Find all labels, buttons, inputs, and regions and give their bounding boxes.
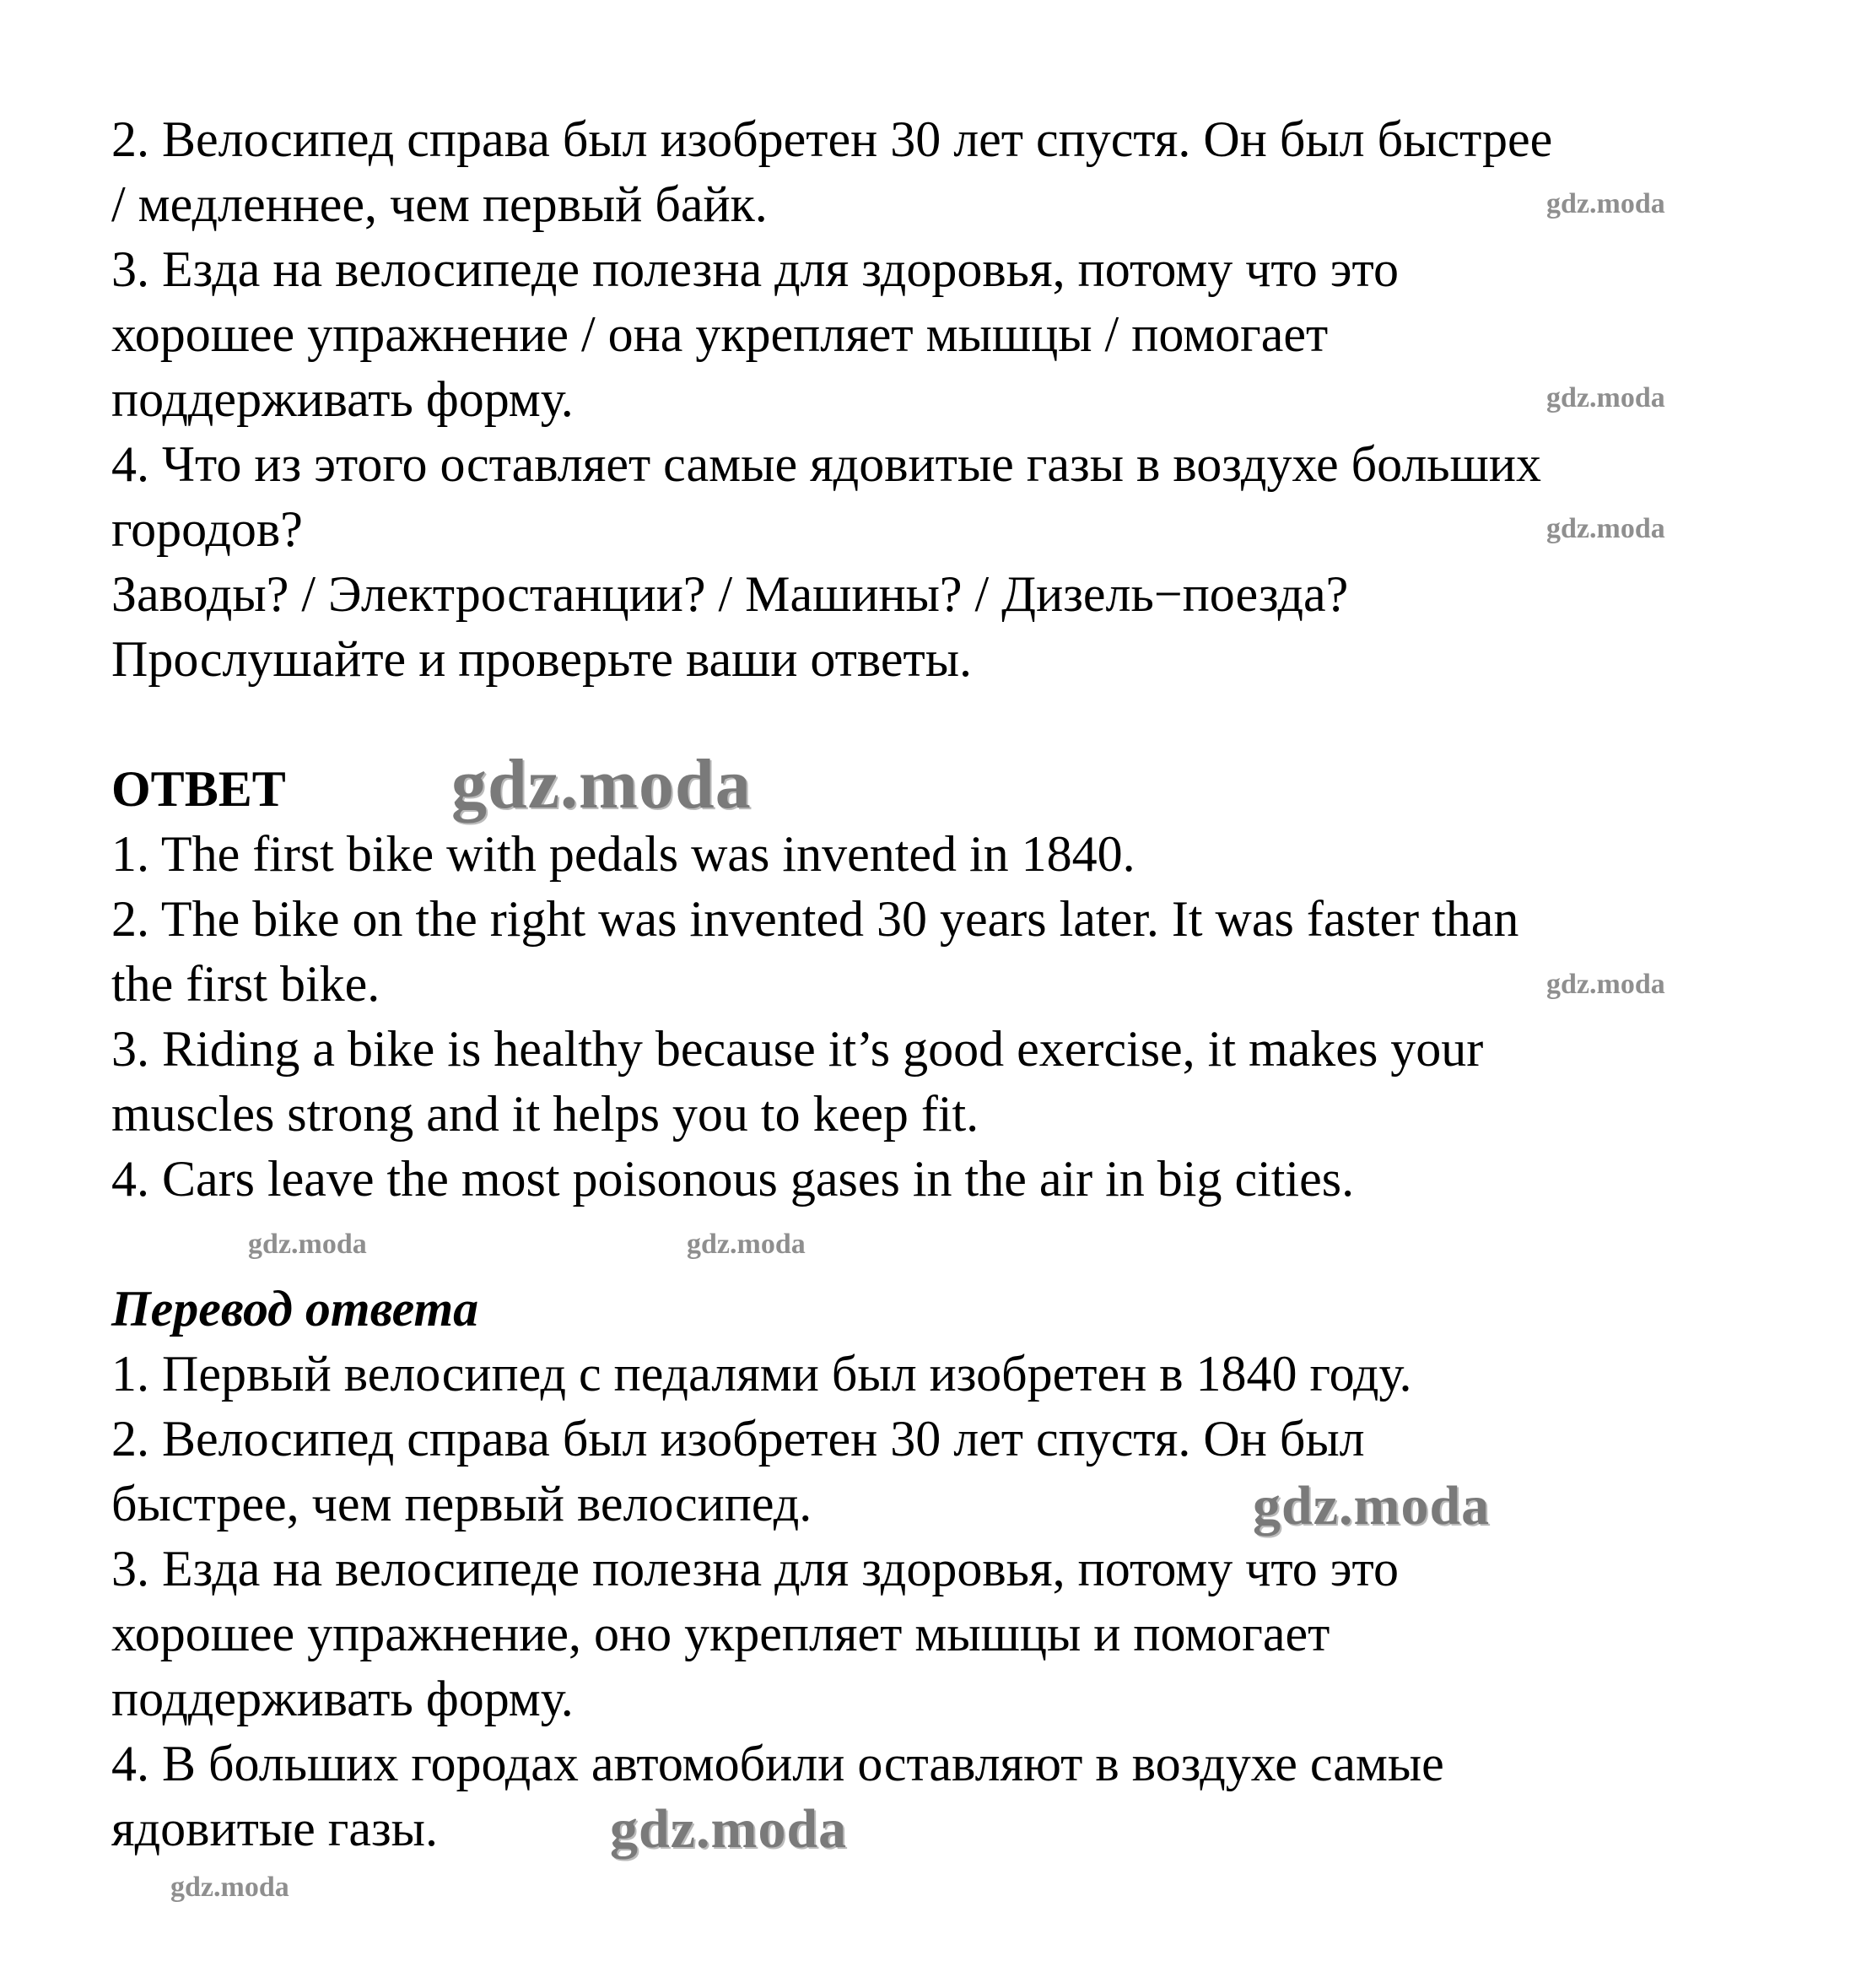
translation-line: 1. Первый велосипед с педалями был изобретен в 1840 году. <box>111 1346 1412 1402</box>
translation-line: поддерживать форму. <box>111 1671 574 1726</box>
watermark: gdz.moda <box>1546 513 1665 544</box>
answer-line: 2. The bike on the right was invented 30 years later. It was faster than <box>111 891 1519 947</box>
watermark: gdz.moda <box>1546 382 1665 413</box>
watermark-large: gdz.moda <box>451 745 752 824</box>
answer-line: 4. Cars leave the most poisonous gases in the air in big cities. <box>111 1151 1355 1207</box>
translation-heading: Перевод ответа <box>111 1281 479 1337</box>
question-line: 2. Велосипед справа был изобретен 30 лет спустя. Он был быстрее <box>111 111 1553 167</box>
watermark: gdz.moda <box>687 1229 806 1260</box>
watermark: gdz.moda <box>248 1229 367 1260</box>
answer-heading: ОТВЕТ <box>111 761 286 817</box>
watermark: gdz.moda <box>170 1872 289 1903</box>
answer-line: the first bike. <box>111 956 380 1012</box>
question-line: 3. Езда на велосипеде полезна для здоровья, потому что это <box>111 241 1399 297</box>
translation-line: 2. Велосипед справа был изобретен 30 лет спустя. Он был <box>111 1411 1365 1467</box>
watermark-large: gdz.moda <box>1253 1475 1491 1537</box>
question-line: Заводы? / Электростанции? / Машины? / Дизель−поезда? <box>111 566 1349 622</box>
watermark-large: gdz.moda <box>610 1798 848 1860</box>
question-line: / медленнее, чем первый байк. <box>111 176 768 232</box>
translation-line: ядовитые газы. <box>111 1801 438 1856</box>
answer-line: 1. The first bike with pedals was invented in 1840. <box>111 826 1135 882</box>
question-line: хорошее упражнение / она укрепляет мышцы / помогает <box>111 306 1329 362</box>
question-line: 4. Что из этого оставляет самые ядовитые газы в воздухе больших <box>111 436 1541 492</box>
watermark: gdz.moda <box>1546 969 1665 1000</box>
translation-line: 4. В больших городах автомобили оставляют в воздухе самые <box>111 1736 1444 1791</box>
question-line: городов? <box>111 501 303 557</box>
question-line: Прослушайте и проверьте ваши ответы. <box>111 631 972 687</box>
answer-line: muscles strong and it helps you to keep fit. <box>111 1086 979 1142</box>
watermark: gdz.moda <box>1546 188 1665 219</box>
translation-line: хорошее упражнение, оно укрепляет мышцы и помогает <box>111 1606 1330 1661</box>
question-line: поддерживать форму. <box>111 371 574 427</box>
translation-line: быстрее, чем первый велосипед. <box>111 1476 812 1532</box>
translation-line: 3. Езда на велосипеде полезна для здоровья, потому что это <box>111 1541 1399 1596</box>
answer-line: 3. Riding a bike is healthy because it’s good exercise, it makes your <box>111 1021 1484 1077</box>
